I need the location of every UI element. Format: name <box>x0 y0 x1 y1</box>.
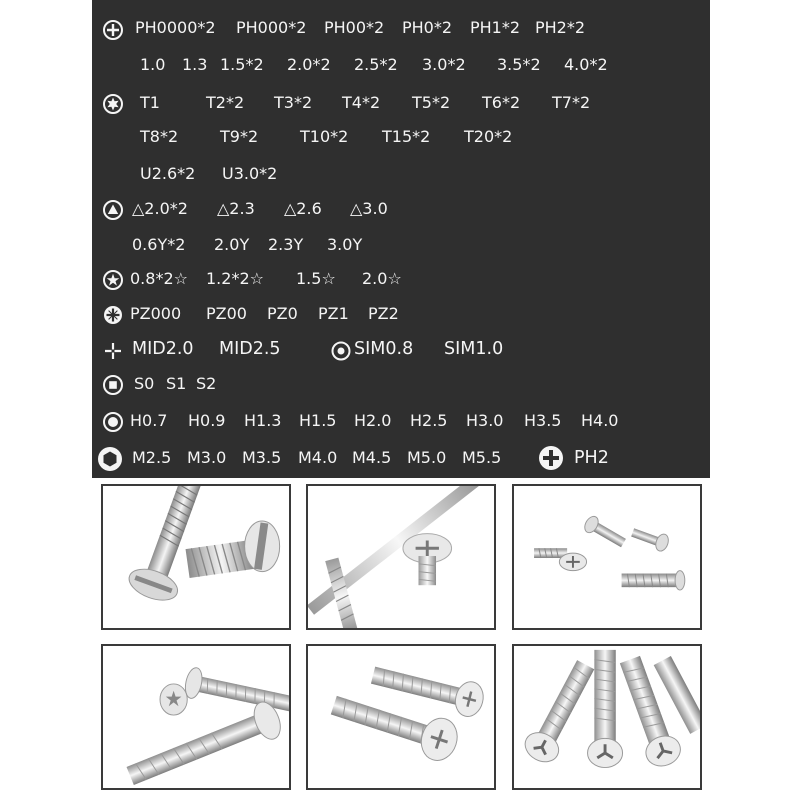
spec-token: PZ000 <box>130 304 182 323</box>
spec-token: SIM0.8 <box>354 339 414 359</box>
spec-token: 2.0Y <box>214 235 250 254</box>
spec-token: PH000*2 <box>236 18 307 37</box>
photo-slotted-screws <box>101 484 291 630</box>
spec-token: T15*2 <box>382 127 431 146</box>
pozidriv-icon <box>102 304 124 326</box>
tri-wing-screws-image <box>514 646 700 788</box>
spec-token: PZ2 <box>368 304 399 323</box>
spec-token: T5*2 <box>412 93 451 112</box>
spec-token: T9*2 <box>220 127 259 146</box>
spec-token: T8*2 <box>140 127 179 146</box>
spec-token: PH0*2 <box>402 18 453 37</box>
spec-token: 3.5*2 <box>497 55 541 74</box>
spec-token: U3.0*2 <box>222 164 278 183</box>
spec-token: H2.0 <box>354 411 392 430</box>
spec-token: T3*2 <box>274 93 313 112</box>
spec-token: △3.0 <box>350 199 388 218</box>
spec-token: T6*2 <box>482 93 521 112</box>
spec-token: PH2 <box>574 448 609 468</box>
pan-head-screws-image <box>308 646 494 788</box>
assorted-screws-image <box>514 486 700 628</box>
spec-token: 3.0Y <box>327 235 363 254</box>
photo-tri-wing-screws <box>512 644 702 790</box>
spec-token: M2.5 <box>132 448 172 467</box>
spec-token: H1.5 <box>299 411 337 430</box>
spec-token: MID2.5 <box>219 339 281 359</box>
spec-token: H1.3 <box>244 411 282 430</box>
spec-token: 1.2*2☆ <box>206 269 264 288</box>
bit-spec-panel <box>92 0 710 478</box>
phillips-bold-icon <box>538 445 564 471</box>
spec-token: △2.0*2 <box>132 199 188 218</box>
spec-token: T4*2 <box>342 93 381 112</box>
spec-token: M3.0 <box>187 448 227 467</box>
spec-token: SIM1.0 <box>444 339 504 359</box>
spec-token: H0.7 <box>130 411 168 430</box>
spec-token: 2.0*2 <box>287 55 331 74</box>
spec-token: M5.5 <box>462 448 502 467</box>
spec-token: PZ1 <box>318 304 349 323</box>
spec-token: S1 <box>166 374 187 393</box>
photo-phillips-long-screw <box>306 484 496 630</box>
hexagon-icon <box>97 446 123 472</box>
spec-token: △2.6 <box>284 199 322 218</box>
spec-token: U2.6*2 <box>140 164 196 183</box>
spec-token: PH2*2 <box>535 18 586 37</box>
spec-token: 0.6Y*2 <box>132 235 186 254</box>
photo-pan-head-screws <box>306 644 496 790</box>
spec-token: 1.5☆ <box>296 269 336 288</box>
spec-token: 4.0*2 <box>564 55 608 74</box>
spec-token: M4.0 <box>298 448 338 467</box>
spec-token: H3.0 <box>466 411 504 430</box>
sim-circle-icon <box>330 340 352 362</box>
photo-grid <box>0 478 800 800</box>
torx-screws-image <box>103 646 289 788</box>
hex-socket-icon <box>102 411 124 433</box>
phillips-screw-image <box>308 486 494 628</box>
spec-token: H0.9 <box>188 411 226 430</box>
photo-torx-screws <box>101 644 291 790</box>
spec-token: PZ0 <box>267 304 298 323</box>
torx-icon <box>102 93 124 115</box>
spec-token: T7*2 <box>552 93 591 112</box>
spec-token: PH00*2 <box>324 18 385 37</box>
spec-token: M3.5 <box>242 448 282 467</box>
mid-cross-icon <box>102 340 124 362</box>
spec-token: H3.5 <box>524 411 562 430</box>
pentalobe-star-icon <box>102 269 124 291</box>
spec-token: H2.5 <box>410 411 448 430</box>
photo-assorted-small-screws <box>512 484 702 630</box>
spec-token: 0.8*2☆ <box>130 269 188 288</box>
spec-token: T2*2 <box>206 93 245 112</box>
triangle-icon <box>102 199 124 221</box>
spec-token: MID2.0 <box>132 339 194 359</box>
spec-token: M5.0 <box>407 448 447 467</box>
spec-token: 2.0☆ <box>362 269 402 288</box>
spec-token: PH0000*2 <box>135 18 216 37</box>
square-icon <box>102 374 124 396</box>
spec-token: T10*2 <box>300 127 349 146</box>
slotted-screw-image <box>103 486 289 628</box>
spec-token: 1.3 <box>182 55 208 74</box>
spec-token: T1 <box>140 93 160 112</box>
spec-token: S0 <box>134 374 155 393</box>
spec-token: T20*2 <box>464 127 513 146</box>
spec-token: 1.5*2 <box>220 55 264 74</box>
spec-token: H4.0 <box>581 411 619 430</box>
spec-token: S2 <box>196 374 217 393</box>
spec-token: 1.0 <box>140 55 166 74</box>
spec-token: 3.0*2 <box>422 55 466 74</box>
phillips-icon <box>102 19 124 41</box>
spec-token: △2.3 <box>217 199 255 218</box>
spec-token: M4.5 <box>352 448 392 467</box>
spec-token: 2.3Y <box>268 235 304 254</box>
spec-token: 2.5*2 <box>354 55 398 74</box>
spec-token: PZ00 <box>206 304 247 323</box>
spec-token: PH1*2 <box>470 18 521 37</box>
